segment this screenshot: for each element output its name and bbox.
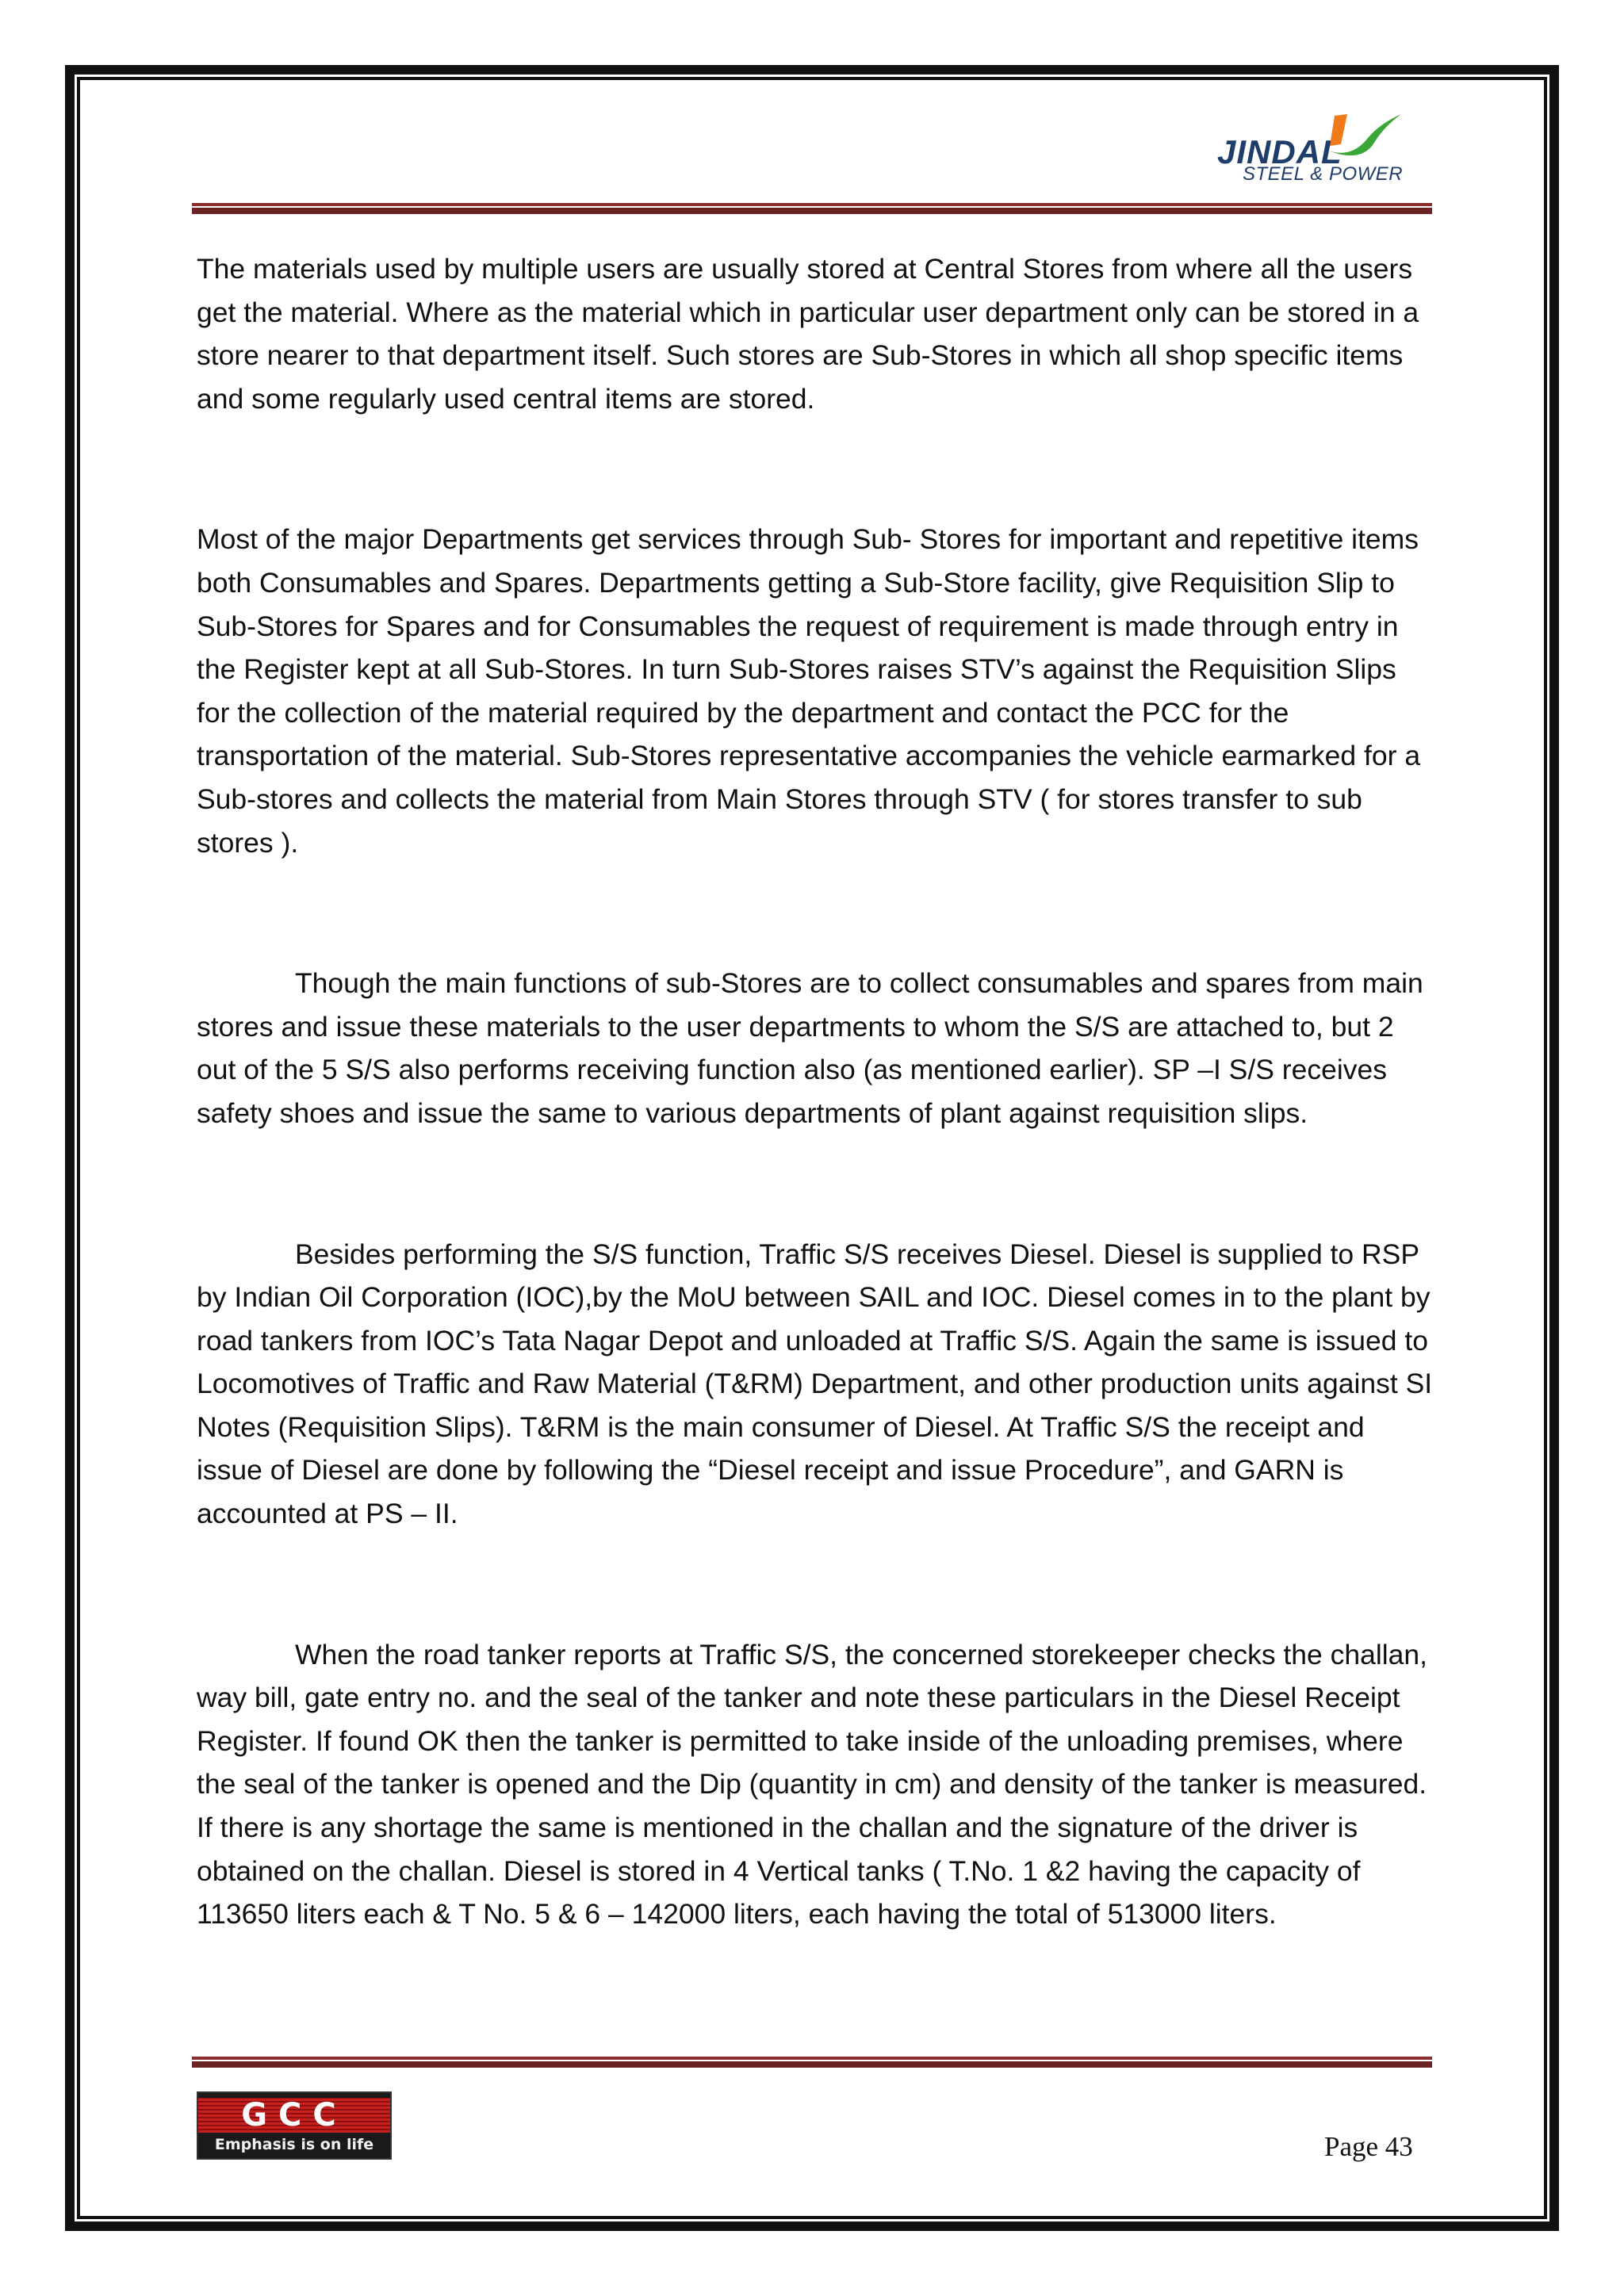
- logo-brand-text: JINDAL: [1217, 133, 1342, 170]
- page-number: Page 43: [1324, 2131, 1413, 2162]
- paragraph: Though the main functions of sub-Stores are to collect consumables and spares from main stores and issue these materials to the user departments to whom the S/S are attached to, but 2 out of the 5 S/S also performs receiving function also (as mentioned earlier). SP –I S/S receives safety shoes and issue the same to various departments of plant against requisition slips.: [197, 967, 1423, 1129]
- header-rule: [192, 203, 1432, 214]
- jindal-logo: [1209, 109, 1408, 189]
- paragraph: The materials used by multiple users are usually stored at Central Stores from where all the users get the material. Where as the material which in particular user department only can be stored in a store nearer to that department itself. Such stores are Sub-Stores in which all shop specific items and some regularly used central items are stored.: [197, 253, 1419, 415]
- body-text: [197, 247, 1434, 2034]
- logo-subtitle-text: STEEL & POWER: [1243, 163, 1404, 185]
- footer-rule: [192, 2057, 1432, 2068]
- gcc-logo: [197, 2091, 392, 2160]
- gcc-logo-text: GCC: [241, 2097, 347, 2133]
- paragraph: Besides performing the S/S function, Traffic S/S receives Diesel. Diesel is supplied to RSP by Indian Oil Corporation (IOC),by the MoU between SAIL and IOC. Diesel comes in to the plant by road tankers from IOC’s Tata Nagar Depot and unloaded at Traffic S/S. Again the same is issued to Locomotives of Traffic and Raw Material (T&RM) Department, and other production units against SI Notes (Requisition Slips). T&RM is the main consumer of Diesel. At Traffic S/S the receipt and issue of Diesel are done by following the “Diesel receipt and issue Procedure”, and GARN is accounted at PS – II.: [197, 1238, 1433, 1530]
- paragraph: When the road tanker reports at Traffic S/S, the concerned storekeeper checks the challan, way bill, gate entry no. and the seal of the tanker and note these particulars in the Diesel Receipt Register. If found OK then the tanker is permitted to take inside of the unloading premises, where the seal of the tanker is opened and the Dip (quantity in cm) and density of the tanker is measured. If there is any shortage the same is mentioned in the challan and the signature of the driver is obtained on the challan. Diesel is stored in 4 Vertical tanks ( T.No. 1 &2 having the capacity of 113650 liters each & T No. 5 & 6 – 142000 liters, each having the total of 513000 liters.: [197, 1638, 1428, 1931]
- gcc-logo-tagline: Emphasis is on life: [214, 2136, 374, 2153]
- paragraph: Most of the major Departments get services through Sub- Stores for important and repetitive items both Consumables and Spares. Departments getting a Sub-Store facility, give Requisition Slip to Sub-Stores for Spares and for Consumables the request of requirement is made through entry in the Register kept at all Sub-Stores. In turn Sub-Stores raises STV’s against the Requisition Slips for the collection of the material required by the department and contact the PCC for the transportation of the material. Sub-Stores representative accompanies the vehicle earmarked for a Sub-stores and collects the material from Main Stores through STV ( for stores transfer to sub stores ).: [197, 523, 1421, 859]
